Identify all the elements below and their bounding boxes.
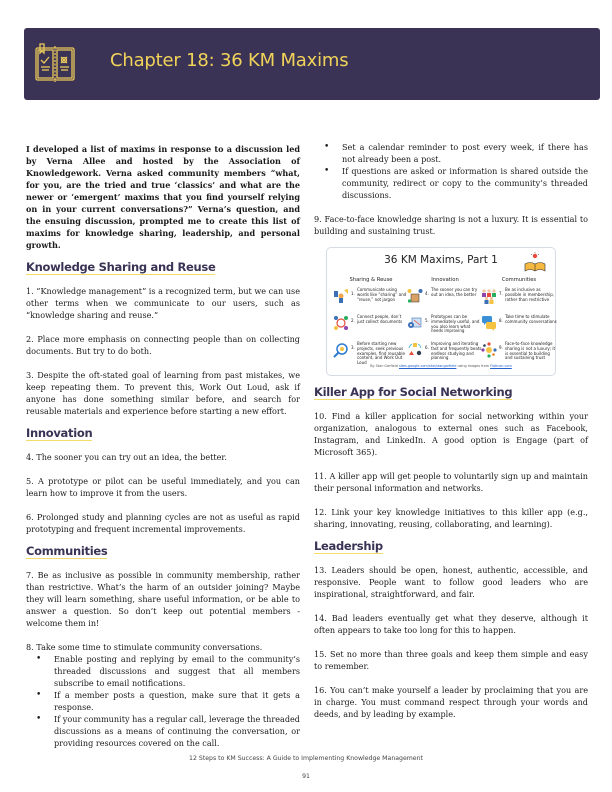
infographic-column-sharing: Sharing & Reuse 1. Communicate using words like “sharing” and “reuse,” not jargon 2. Connect people, don’t just collect documents 3. Before starting new projects, seek previous examples, find reusable content, and Work Out Loud [333,274,409,375]
maxim-8-bullets-continued [314,141,588,201]
maxim-8: 8. Take some time to stimulate community conversations. [26,642,263,652]
people-megaphone-icon [333,288,349,304]
bullet-icon: • [324,166,330,176]
bullet-item: • If a member posts a question, make sure that it gets a response. [36,690,300,712]
maxim-16: 16. You can’t make yourself a leader by proclaiming that you are in charge. You must command respect through your words and deeds, and by leading by example. [314,685,588,719]
maxim-2: 2. Place more emphasis on connecting people than on collecting documents. But try to do both. [26,334,300,356]
maxim-9: 9. Face-to-face knowledge sharing is not a luxury. It is essential to building and sustaining trust. [314,214,588,236]
page-number: 91 [302,773,310,780]
infographic-item: 5. Prototypes can be immediately useful, and you also learn what needs improving [407,315,483,339]
infographic-item: 1. Communicate using words like “sharing” and “reuse,” not jargon [333,288,409,312]
infographic-item: 8. Take time to stimulate community conversations [481,315,557,339]
maxims-infographic [326,247,556,376]
magnifier-lightbulb-icon [333,342,349,358]
bullet-item: • If questions are asked or information is shared outside the community, redirect or copy to the community’s threaded discussions. [324,166,588,200]
section-heading-leadership: Leadership [314,539,383,553]
shapes-cycle-icon [407,342,423,358]
section-heading-sharing: Knowledge Sharing and Reuse [26,260,216,274]
maxim-1: 1. “Knowledge management” is a recognized term, but we can use other terms when we communicate to our users, such as “knowledge sharing and reuse.” [26,286,300,320]
maxim-5: 5. A prototype or pilot can be useful immediately, and you can learn how to improve it from the users. [26,476,300,498]
prototype-gears-icon [407,315,423,331]
chapter-title: Chapter 18: 36 KM Maxims [110,50,349,71]
maxim-12: 12. Link your key knowledge initiatives to this killer app (e.g., sharing, innovating, reusing, collaborating, and learning). [314,507,588,529]
people-circle-icon [481,342,497,358]
maxim-10: 10. Find a killer application for social networking within your organization, analogous to external ones such as Facebook, Instagram, and LinkedIn. A good option is Engage (part of Microsoft 365). [314,411,588,457]
idea-box-icon [407,288,423,304]
open-book-sun-icon [523,252,547,274]
intro-paragraph: I developed a list of maxims in response to a discussion led by Verna Allee and hosted by the Association of Knowledgework. Verna asked community members “what, for you, are the tried and true ‘classics’ and what are the newer or ‘emergent’ maxims that you find yourself relying on in your current conversations?” Verna’s question, and the ensuing discussion, prompted me to create this list of maxims for knowledge sharing, leadership, and personal growth. [26,144,300,250]
bullet-item: • If your community has a regular call, leverage the threaded discussions as a means of continuing the conversation, or providing resources covered on the call. [36,714,300,748]
bullet-item: • Set a calendar reminder to post every week, if there has not already been a post. [324,142,588,164]
credit-link-flaticon[interactable]: Flaticon.com [490,364,512,368]
infographic-title: 36 KM Maxims, Part 1 [384,254,498,266]
section-heading-innovation: Innovation [26,426,93,440]
credit-link-site[interactable]: sites.google.com/site/stangarfield [398,364,457,368]
book-title-footer: 12 Steps to KM Success: A Guide to Implementing Knowledge Management [189,755,423,762]
infographic-column-innovation: Innovation 4. The sooner you can try out an idea, the better 5. Prototypes can be immediately useful, and you also learn what needs improving 6. Improving and iterating fast and frequently beats endless studying and planning [407,274,483,375]
section-heading-killer-app: Killer App for Social Networking [314,385,513,399]
infographic-item: 3. Before starting new projects, seek previous examples, find reusable content, and Work Out Loud [333,342,409,372]
left-column [26,143,300,749]
bullet-icon: • [36,690,42,700]
bullet-icon: • [324,142,330,152]
maxim-6: 6. Prolonged study and planning cycles are not as useful as rapid prototyping and frequent incremental improvements. [26,512,300,534]
open-book-checklist-icon [32,40,78,86]
infographic-item: 6. Improving and iterating fast and frequently beats endless studying and planning [407,342,483,372]
bullet-item: • Enable posting and replying by email to the community’s threaded discussions and suggest that all members subscribe to email notifications. [36,654,300,688]
infographic-item: 2. Connect people, don’t just collect documents [333,315,409,339]
maxim-7: 7. Be as inclusive as possible in community membership, rather than restrictive. What’s the harm of an outsider joining? Maybe they will learn something, share useful information, or be able to answer a question. So don’t keep out potential members - welcome them in! [26,570,300,628]
maxim-13: 13. Leaders should be open, honest, authentic, accessible, and responsive. People want to follow good leaders who are inspirational, straightforward, and fair. [314,565,588,599]
infographic-item: 9. Face-to-face knowledge sharing is not a luxury; it is essential to building and sustaining trust [481,342,557,372]
maxim-3: 3. Despite the oft-stated goal of learning from past mistakes, we keep repeating them. To prevent this, Work Out Loud, ask if anyone has done something similar before, and search for reusable materials and experience before starting a new effort. [26,370,300,416]
chapter-banner [24,28,600,100]
chat-bubbles-icon [481,315,497,331]
infographic-item: 7. Be as inclusive as possible in membership, rather than restrictive [481,288,557,312]
bullet-icon: • [36,714,42,724]
maxim-8-bullets [26,653,300,749]
maxim-11: 11. A killer app will get people to voluntarily sign up and maintain their personal information and networks. [314,471,588,493]
maxim-15: 15. Set no more than three goals and keep them simple and easy to remember. [314,649,588,671]
group-people-icon [481,288,497,304]
infographic-item: 4. The sooner you can try out an idea, the better [407,288,483,312]
infographic-credit: By Stan Garfield sites.google.com/site/stangarfield using images from Flaticon.com [370,364,512,368]
maxim-14: 14. Bad leaders eventually get what they deserve, although it often appears to take too long for this to happen. [314,613,588,635]
network-people-icon [333,315,349,331]
maxim-4: 4. The sooner you can try out an idea, the better. [26,452,227,462]
infographic-column-communities: Communities 7. Be as inclusive as possible in membership, rather than restrictive 8. Take time to stimulate community conversations 9. Face-to-face knowledge sharing is not a luxury; it is essential to building and sustaining trust [481,274,557,375]
right-column [314,141,588,720]
section-heading-communities: Communities [26,544,108,558]
bullet-icon: • [36,654,42,664]
